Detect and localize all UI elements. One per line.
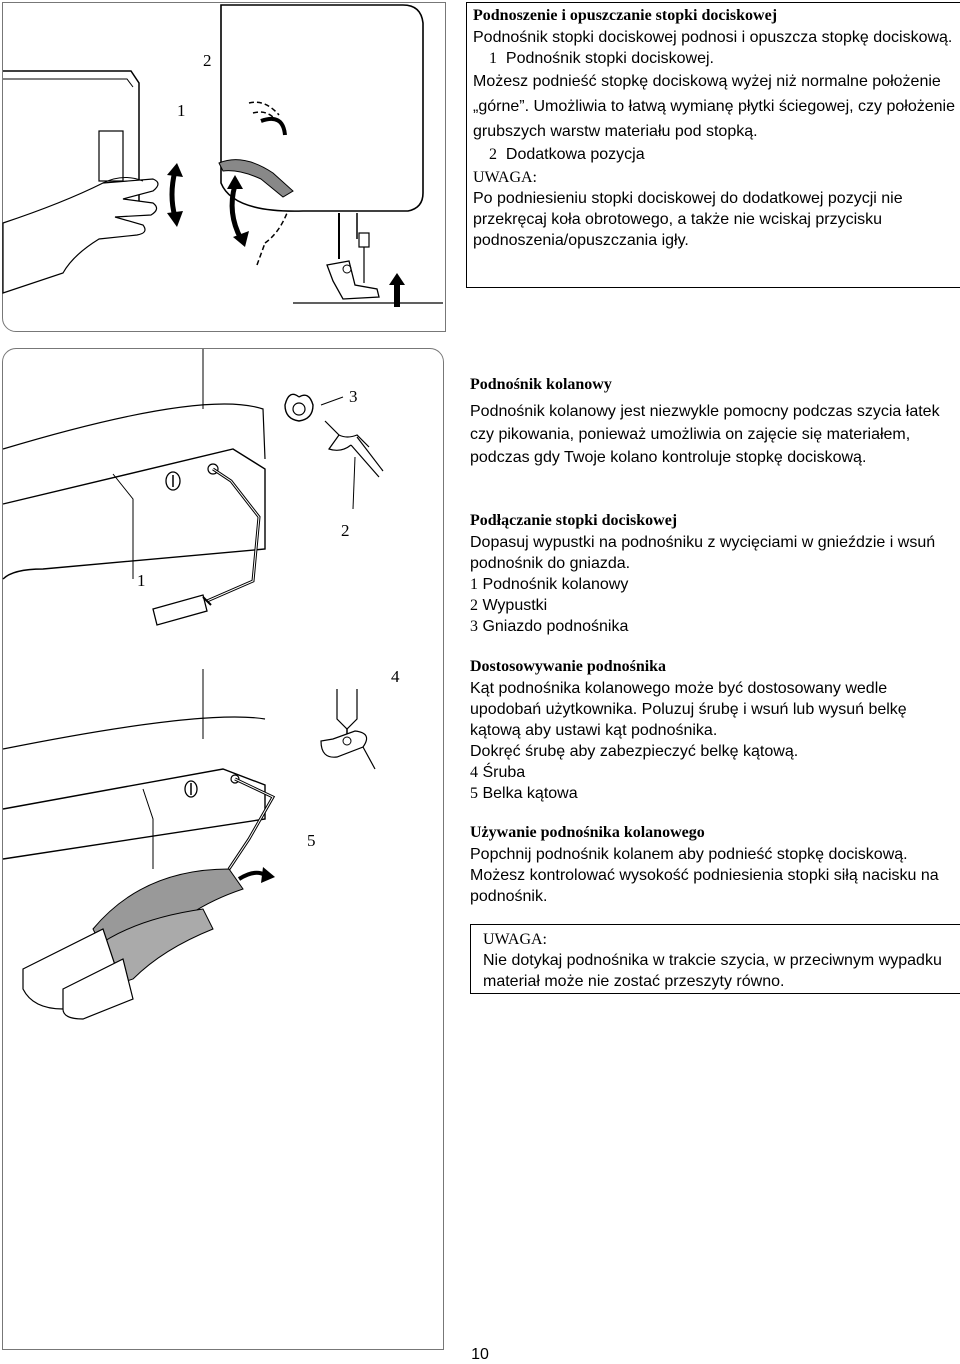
item-number: 2 <box>489 146 497 163</box>
figure-presser-foot-lifter <box>2 2 446 332</box>
figure2-callout-1: 1 <box>137 571 146 590</box>
figure1-callout-2: 2 <box>203 51 212 70</box>
section1-note-text: Po podniesieniu stopki dociskowej do dodatkowej pozycji nie przekręcaj koła obrotowego, a także nie wciskaj przycisku podnoszenia/opuszczania igły. <box>473 190 903 249</box>
section1-title: Podnoszenie i opuszczanie stopki dociskowej <box>473 7 778 24</box>
figure2-callout-2: 2 <box>341 521 350 540</box>
note-box <box>470 924 960 994</box>
section-adjusting-lifter <box>470 656 956 804</box>
item-number: 5 <box>470 785 478 802</box>
item-text: Belka kątowa <box>482 785 578 802</box>
section-attaching-lifter <box>470 510 956 637</box>
item-text: Gniazdo podnośnika <box>482 618 629 635</box>
section-presser-foot-lifter <box>466 2 960 288</box>
item-number: 3 <box>470 618 478 635</box>
section4-text: Kąt podnośnika kolanowego może być dostosowany wedle upodobań użytkownika. Poluzuj śrubę i wsuń lub wysuń belkę kątową aby ustawi kąt podnośnika. <box>470 680 907 739</box>
item-number: 2 <box>470 597 478 614</box>
item-number: 1 <box>470 576 478 593</box>
figure-knee-lifter <box>2 348 444 1350</box>
section-knee-lifter <box>470 374 956 469</box>
section1-para2: Możesz podnieść stopkę dociskową wyżej niż normalne położenie „górne”. Umożliwia to łatwą wymianę płytki ściegowej, czy położenie grubszych warstw materiału pod stopką. <box>473 73 955 140</box>
list-item <box>470 574 956 595</box>
item-number: 4 <box>470 764 478 781</box>
section1-note-label: UWAGA: <box>473 169 537 186</box>
page-number: 10 <box>471 1346 489 1363</box>
section3-text: Dopasuj wypustki na podnośniku z wycięciami w gnieździe i wsuń podnośnik do gniazda. <box>470 534 936 572</box>
item-text: Dodatkowa pozycja <box>505 146 645 163</box>
figure2-callout-3: 3 <box>349 387 358 406</box>
section4-title: Dostosowywanie podnośnika <box>470 658 667 675</box>
item-text: Śruba <box>482 764 526 781</box>
section2-title: Podnośnik kolanowy <box>470 376 612 393</box>
section1-item1 <box>489 48 959 69</box>
list-item <box>470 595 956 616</box>
section3-title: Podłączanie stopki dociskowej <box>470 512 678 529</box>
section4-text2: Dokręć śrubę aby zabezpieczyć belkę kątową. <box>470 743 799 760</box>
figure1-callout-1: 1 <box>177 101 186 120</box>
presser-foot-lifter-illustration <box>3 3 445 331</box>
list-item <box>470 783 956 804</box>
note-label: UWAGA: <box>483 931 547 948</box>
item-text: Podnośnik stopki dociskowej. <box>505 50 714 67</box>
item-text: Podnośnik kolanowy <box>482 576 629 593</box>
item-number: 1 <box>489 50 497 67</box>
list-item <box>470 616 956 637</box>
section1-item2 <box>489 144 959 165</box>
section5-title: Używanie podnośnika kolanowego <box>470 824 705 841</box>
figure2-callout-5: 5 <box>307 831 316 850</box>
item-text: Wypustki <box>482 597 548 614</box>
section2-text: Podnośnik kolanowy jest niezwykle pomocny podczas szycia łatek czy pikowania, ponieważ umożliwia on zajęcie się materiałem, podczas gdy Twoje kolano kontroluje stopkę dociskową. <box>470 403 940 466</box>
section1-intro: Podnośnik stopki dociskowej podnosi i opuszcza stopkę dociskową. <box>473 29 953 46</box>
figure2-callout-4: 4 <box>391 667 400 686</box>
note-text: Nie dotykaj podnośnika w trakcie szycia, w przeciwnym wypadku materiał może nie zostać przeszyty równo. <box>483 952 942 990</box>
knee-lifter-illustration <box>3 349 443 1349</box>
list-item <box>470 762 956 783</box>
section-using-lifter <box>470 822 956 907</box>
section5-text: Popchnij podnośnik kolanem aby podnieść stopkę dociskową. Możesz kontrolować wysokość podniesienia stopki siłą nacisku na podnośnik. <box>470 846 939 905</box>
